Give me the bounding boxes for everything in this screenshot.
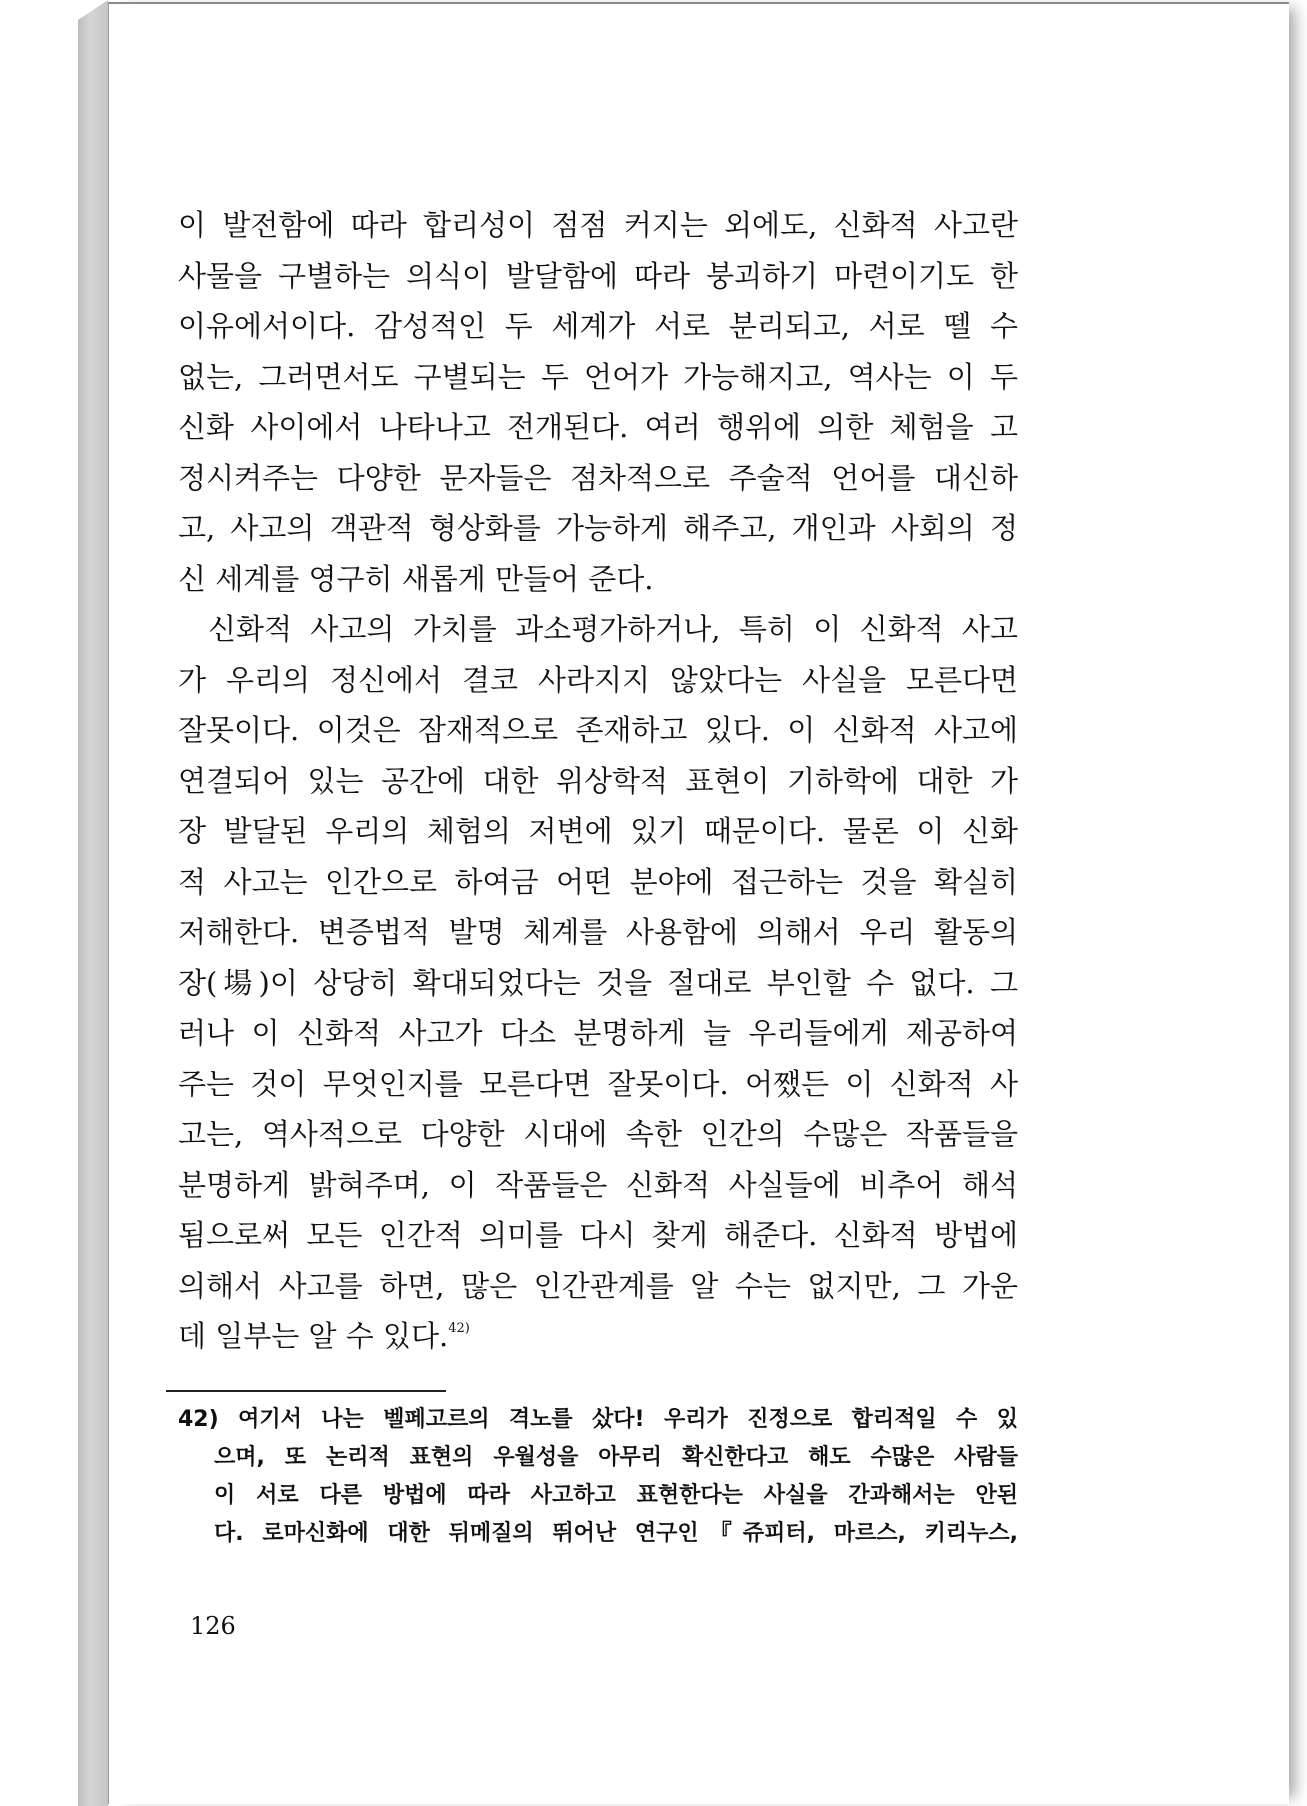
page-block-corner [78,0,108,20]
text-line: 됨으로써 모든 인간적 의미를 다시 찾게 해준다. 신화적 방법에 [178,1218,1018,1252]
text-line: 연결되어 있는 공간에 대한 위상학적 표현이 기하학에 대한 가 [178,763,1018,798]
text-line: 신화적 사고의 가치를 과소평가하거나, 특히 이 신화적 사고 [208,612,1018,646]
text-line: 장(場)이 상당히 확대되었다는 것을 절대로 부인할 수 없다. 그 [178,965,1018,1000]
paragraph-1 [178,200,1018,604]
paragraph-2 [178,604,1018,1362]
page-block-edge [78,0,108,1806]
text-line: 의해서 사고를 하면, 많은 인간관계를 알 수는 없지만, 그 가운 [178,1268,1018,1303]
text-line: 고, 사고의 객관적 형상화를 가능하게 해주고, 개인과 사회의 정 [178,511,1018,545]
footnote-reference[interactable]: 42) [448,1321,470,1336]
text-line: 이 발전함에 따라 합리성이 점점 커지는 외에도, 신화적 사고란 [178,208,1018,242]
text-line: 러나 이 신화적 사고가 다소 분명하게 늘 우리들에게 제공하여 [178,1016,1018,1050]
text-line: 주는 것이 무엇인지를 모른다면 잘못이다. 어쨌든 이 신화적 사 [178,1066,1018,1101]
footnote-line [178,1401,1018,1439]
text-line-last [178,1311,1018,1362]
text-line: 이유에서이다. 감성적인 두 세계가 서로 분리되고, 서로 뗄 수 [178,309,1018,343]
footnote-separator [166,1390,446,1392]
text-line: 신 세계를 영구히 새롭게 만들어 준다. [178,561,654,596]
text-line: 정시켜주는 다양한 문자들은 점차적으로 주술적 언어를 대신하 [178,460,1018,495]
text-line: 사물을 구별하는 의식이 발달함에 따라 붕괴하기 마련이기도 한 [178,258,1018,293]
text-line: 저해한다. 변증법적 발명 체계를 사용함에 의해서 우리 활동의 [178,915,1018,949]
text-line: 없는, 그러면서도 구별되는 두 언어가 가능해지고, 역사는 이 두 [178,359,1018,394]
page-number: 126 [190,1612,236,1640]
text-line-content: 데 일부는 알 수 있다. [178,1319,449,1353]
text-line: 고는, 역사적으로 다양한 시대에 속한 인간의 수많은 작품들을 [178,1117,1018,1151]
body-text [178,200,1018,1362]
footnote [178,1401,1018,1553]
text-line: 적 사고는 인간으로 하여금 어떤 분야에 접근하는 것을 확실히 [178,864,1018,899]
footnote-text: 여기서 나는 벨페고르의 격노를 샀다! 우리가 진정으로 합리적일 수 있 [238,1407,1018,1432]
text-line: 장 발달된 우리의 체험의 저변에 있기 때문이다. 물론 이 신화 [178,814,1018,848]
footnote-line: 다. 로마신화에 대한 뒤메질의 뛰어난 연구인『쥬피터, 마르스, 키리누스, [214,1521,1018,1546]
text-line: 신화 사이에서 나타나고 전개된다. 여러 행위에 의한 체험을 고 [178,410,1018,444]
text-line: 잘못이다. 이것은 잠재적으로 존재하고 있다. 이 신화적 사고에 [178,713,1018,747]
footnote-line: 으며, 또 논리적 표현의 우월성을 아무리 확신한다고 해도 수많은 사람들 [214,1445,1018,1470]
text-line: 분명하게 밝혀주며, 이 작품들은 신화적 사실들에 비추어 해석 [178,1167,1018,1202]
footnote-number: 42) [178,1407,219,1432]
text-line: 가 우리의 정신에서 결코 사라지지 않았다는 사실을 모른다면 [178,662,1018,697]
footnote-line: 이 서로 다른 방법에 따라 사고하고 표현한다는 사실을 간과해서는 안된 [214,1483,1018,1508]
